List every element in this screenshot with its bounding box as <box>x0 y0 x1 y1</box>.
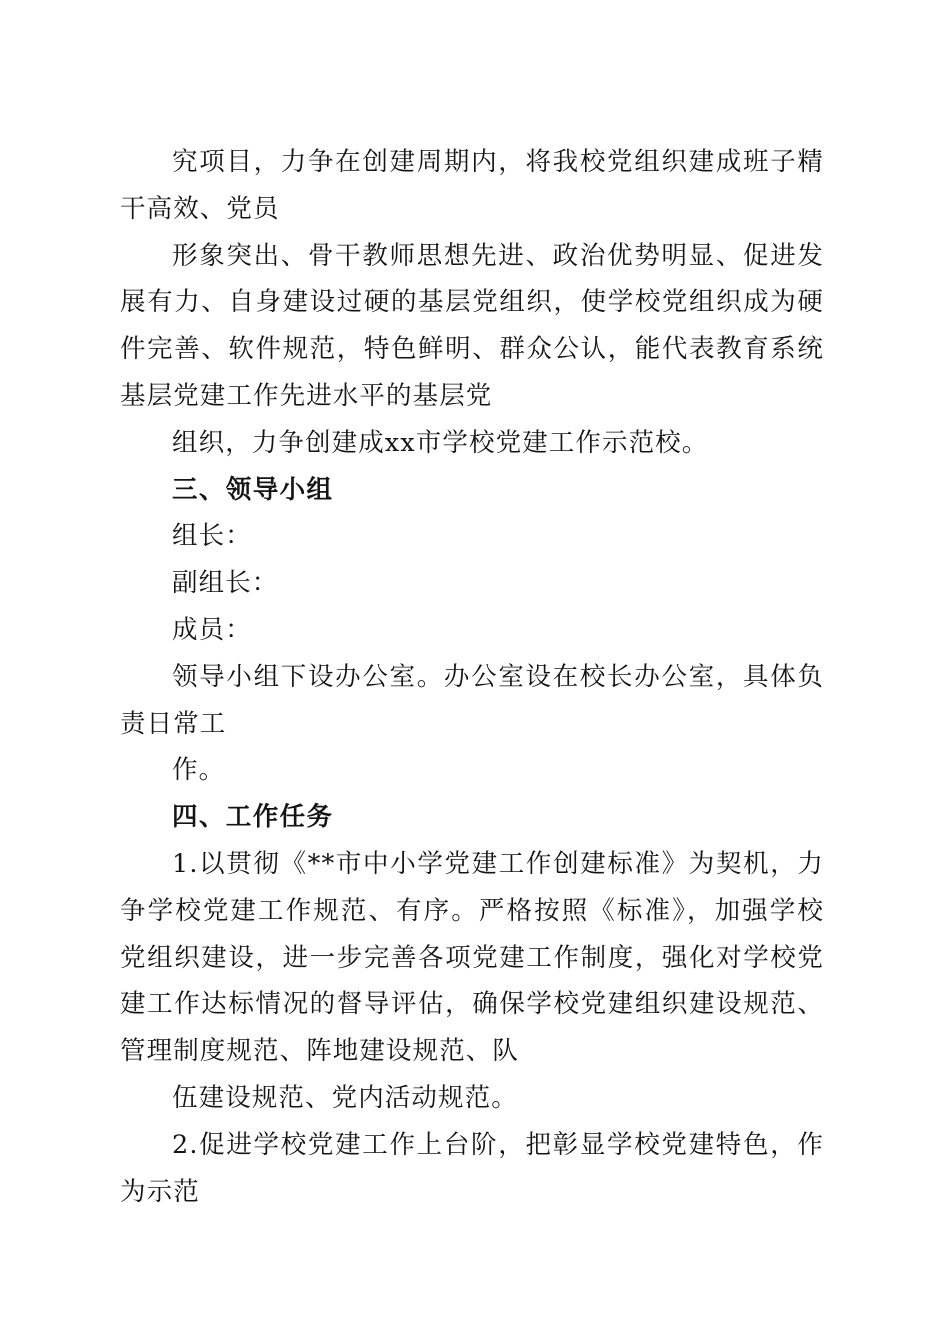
paragraph-deputy-leader: 副组长： <box>172 568 279 599</box>
paragraph-office-setup: 领导小组下设办公室。办公室设在校长办公室，具体负责日常工 <box>120 661 824 739</box>
paragraph-group-leader: 组长： <box>172 521 252 552</box>
paragraph-members: 成员： <box>172 614 252 645</box>
paragraph-task-2: 2.促进学校党建工作上台阶，把彰显学校党建特色，作为示范 <box>120 1129 824 1207</box>
section-heading-work-tasks: 四、工作任务 <box>172 802 334 833</box>
paragraph-office-setup-continued: 作。 <box>172 755 226 786</box>
section-heading-leadership-group: 三、领导小组 <box>172 474 334 505</box>
paragraph-demonstration-school: 组织，力争创建成xx市学校党建工作示范校。 <box>172 427 709 458</box>
paragraph-project-goal: 究项目，力争在创建周期内，将我校党组织建成班子精干高效、党员 <box>120 147 824 224</box>
paragraph-party-organization-image: 形象突出、骨干教师思想先进、政治优势明显、促进发展有力、自身建设过硬的基层党组织，使学校党组织成为硬件完善、软件规范，特色鲜明、群众公认，能代表教育系统基层党建工作先进水平的基层党 <box>120 240 824 411</box>
paragraph-task-1-continued: 伍建设规范、党内活动规范。 <box>172 1082 518 1113</box>
document-body <box>120 139 824 1215</box>
paragraph-task-1: 1.以贯彻《**市中小学党建工作创建标准》为契机，力争学校党建工作规范、有序。严格按照《标准》，加强学校党组织建设，进一步完善各项党建工作制度，强化对学校党建工作达标情况的督导评估，确保学校党建组织建设规范、管理制度规范、阵地建设规范、队 <box>120 848 824 1067</box>
